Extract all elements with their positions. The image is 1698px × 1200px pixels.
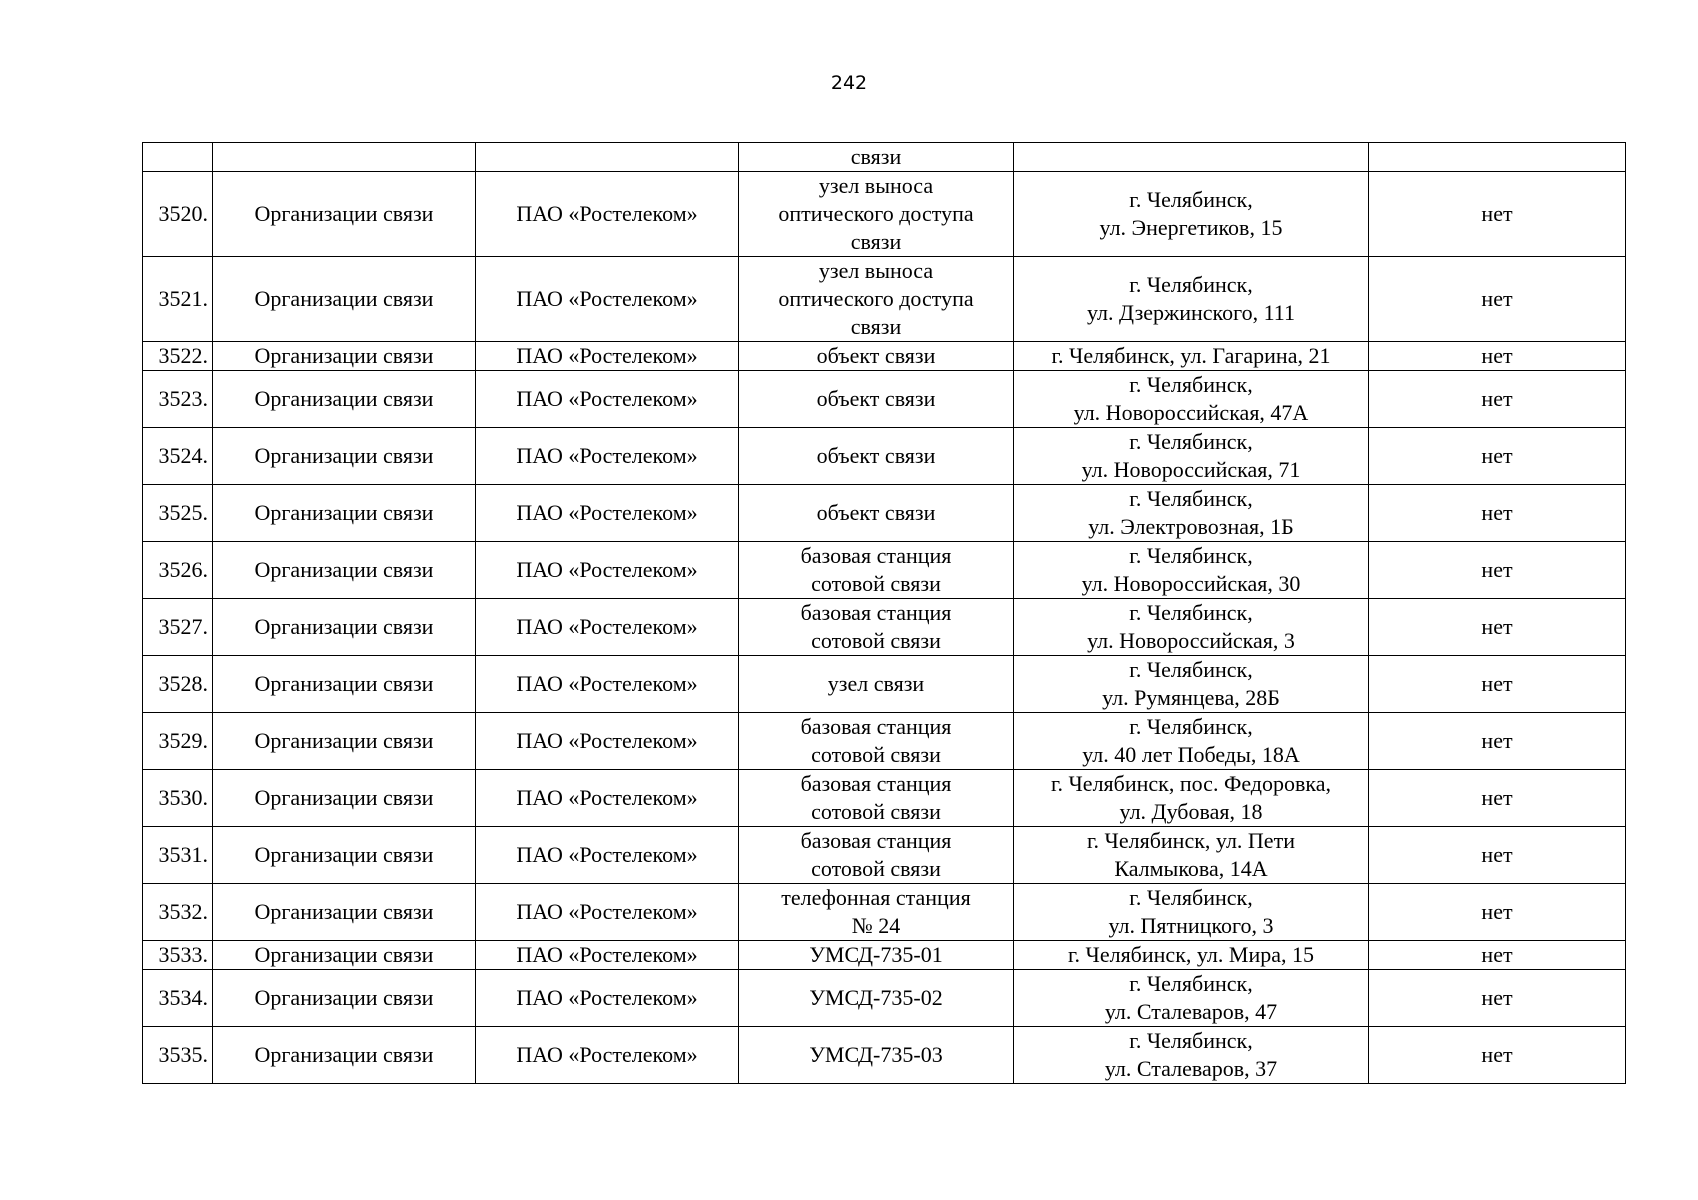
organization-cell: ПАО «Ростелеком» <box>476 827 739 884</box>
address-cell <box>1014 257 1369 342</box>
address-line: г. Челябинск, ул. Гагарина, 21 <box>1051 343 1331 368</box>
object-cell <box>739 599 1014 656</box>
address-cell <box>1014 428 1369 485</box>
address-cell <box>1014 941 1369 970</box>
organization-cell: ПАО «Ростелеком» <box>476 371 739 428</box>
organization-cell: ПАО «Ростелеком» <box>476 428 739 485</box>
row-number-cell: 3528. <box>143 656 213 713</box>
object-line: базовая станция <box>800 600 952 625</box>
object-cell <box>739 1027 1014 1084</box>
address-line: ул. 40 лет Победы, 18А <box>1082 742 1300 767</box>
address-line: ул. Новороссийская, 47А <box>1073 400 1309 425</box>
address-line: г. Челябинск, пос. Федоровка, <box>1050 771 1332 796</box>
category-cell: Организации связи <box>213 428 476 485</box>
address-line: ул. Сталеваров, 37 <box>1104 1056 1278 1081</box>
category-cell: Организации связи <box>213 827 476 884</box>
object-line: оптического доступа <box>778 201 974 226</box>
category-cell: Организации связи <box>213 970 476 1027</box>
carry-over-flag-cell <box>1369 143 1626 172</box>
object-line: сотовой связи <box>811 571 941 596</box>
address-line: г. Челябинск, <box>1129 885 1253 910</box>
object-line: УМСД-735-02 <box>809 985 943 1010</box>
address-line: г. Челябинск, <box>1129 272 1253 297</box>
address-cell <box>1014 172 1369 257</box>
row-number-cell: 3534. <box>143 970 213 1027</box>
category-cell: Организации связи <box>213 884 476 941</box>
row-number-cell: 3533. <box>143 941 213 970</box>
row-number-cell: 3532. <box>143 884 213 941</box>
table-row <box>143 485 1626 542</box>
row-number-cell: 3526. <box>143 542 213 599</box>
address-line: ул. Новороссийская, 71 <box>1081 457 1301 482</box>
row-number-cell: 3520. <box>143 172 213 257</box>
object-cell <box>739 656 1014 713</box>
address-line: ул. Сталеваров, 47 <box>1104 999 1278 1024</box>
flag-cell: нет <box>1369 770 1626 827</box>
address-line: г. Челябинск, <box>1129 486 1253 511</box>
object-line: сотовой связи <box>811 628 941 653</box>
category-cell: Организации связи <box>213 257 476 342</box>
flag-cell: нет <box>1369 1027 1626 1084</box>
address-cell <box>1014 342 1369 371</box>
object-cell <box>739 342 1014 371</box>
organization-cell: ПАО «Ростелеком» <box>476 941 739 970</box>
object-line: сотовой связи <box>811 742 941 767</box>
organization-cell: ПАО «Ростелеком» <box>476 257 739 342</box>
carry-over-object-cell: связи <box>739 143 1014 172</box>
flag-cell: нет <box>1369 884 1626 941</box>
organization-cell: ПАО «Ростелеком» <box>476 1027 739 1084</box>
table-row <box>143 1027 1626 1084</box>
object-cell <box>739 371 1014 428</box>
carry-over-organization-cell <box>476 143 739 172</box>
organization-cell: ПАО «Ростелеком» <box>476 485 739 542</box>
address-line: г. Челябинск, ул. Мира, 15 <box>1067 942 1314 967</box>
object-line: объект связи <box>816 443 936 468</box>
flag-cell: нет <box>1369 713 1626 770</box>
address-line: ул. Дубовая, 18 <box>1119 799 1263 824</box>
address-line: ул. Пятницкого, 3 <box>1108 913 1274 938</box>
object-cell <box>739 713 1014 770</box>
object-cell <box>739 428 1014 485</box>
flag-cell: нет <box>1369 172 1626 257</box>
object-line: объект связи <box>816 386 936 411</box>
table-row <box>143 257 1626 342</box>
table-row <box>143 970 1626 1027</box>
flag-cell: нет <box>1369 656 1626 713</box>
organization-cell: ПАО «Ростелеком» <box>476 656 739 713</box>
object-line: оптического доступа <box>778 286 974 311</box>
row-number-cell: 3535. <box>143 1027 213 1084</box>
address-cell <box>1014 770 1369 827</box>
row-number-cell: 3531. <box>143 827 213 884</box>
flag-cell: нет <box>1369 970 1626 1027</box>
address-cell <box>1014 884 1369 941</box>
object-line: объект связи <box>816 343 936 368</box>
address-line: г. Челябинск, <box>1129 714 1253 739</box>
address-cell <box>1014 371 1369 428</box>
address-line: г. Челябинск, <box>1129 543 1253 568</box>
address-line: г. Челябинск, <box>1129 600 1253 625</box>
object-line: узел связи <box>827 671 925 696</box>
flag-cell: нет <box>1369 342 1626 371</box>
object-cell <box>739 542 1014 599</box>
category-cell: Организации связи <box>213 713 476 770</box>
object-line: № 24 <box>851 913 901 938</box>
category-cell: Организации связи <box>213 599 476 656</box>
address-cell <box>1014 970 1369 1027</box>
object-line: базовая станция <box>800 771 952 796</box>
table-row <box>143 172 1626 257</box>
object-cell <box>739 257 1014 342</box>
organization-cell: ПАО «Ростелеком» <box>476 342 739 371</box>
address-line: г. Челябинск, <box>1129 657 1253 682</box>
address-cell <box>1014 656 1369 713</box>
address-cell <box>1014 599 1369 656</box>
object-line: сотовой связи <box>811 799 941 824</box>
object-cell <box>739 970 1014 1027</box>
row-number-cell: 3522. <box>143 342 213 371</box>
flag-cell: нет <box>1369 485 1626 542</box>
organization-cell: ПАО «Ростелеком» <box>476 172 739 257</box>
object-cell <box>739 172 1014 257</box>
address-cell <box>1014 485 1369 542</box>
object-line: связи <box>850 314 902 339</box>
address-cell <box>1014 1027 1369 1084</box>
table-row <box>143 656 1626 713</box>
flag-cell: нет <box>1369 428 1626 485</box>
object-line: узел выноса <box>818 258 934 283</box>
row-number-cell: 3525. <box>143 485 213 542</box>
table-row <box>143 599 1626 656</box>
object-cell <box>739 941 1014 970</box>
address-cell <box>1014 713 1369 770</box>
table-row <box>143 884 1626 941</box>
table-row <box>143 428 1626 485</box>
organization-cell: ПАО «Ростелеком» <box>476 970 739 1027</box>
carry-over-address-cell <box>1014 143 1369 172</box>
registry-table <box>142 142 1626 1084</box>
table-row <box>143 941 1626 970</box>
object-line: объект связи <box>816 500 936 525</box>
object-line: УМСД-735-01 <box>809 942 943 967</box>
address-cell <box>1014 542 1369 599</box>
object-cell <box>739 884 1014 941</box>
address-line: Калмыкова, 14А <box>1114 856 1268 881</box>
table-row <box>143 770 1626 827</box>
address-line: г. Челябинск, <box>1129 1028 1253 1053</box>
category-cell: Организации связи <box>213 656 476 713</box>
carry-over-row <box>143 143 1626 172</box>
table-row <box>143 342 1626 371</box>
row-number-cell: 3524. <box>143 428 213 485</box>
organization-cell: ПАО «Ростелеком» <box>476 713 739 770</box>
row-number-cell: 3527. <box>143 599 213 656</box>
object-line: узел выноса <box>818 173 934 198</box>
organization-cell: ПАО «Ростелеком» <box>476 884 739 941</box>
object-line: базовая станция <box>800 828 952 853</box>
address-line: г. Челябинск, <box>1129 971 1253 996</box>
address-line: ул. Новороссийская, 3 <box>1087 628 1295 653</box>
category-cell: Организации связи <box>213 485 476 542</box>
object-cell <box>739 485 1014 542</box>
category-cell: Организации связи <box>213 770 476 827</box>
category-cell: Организации связи <box>213 342 476 371</box>
address-line: г. Челябинск, <box>1129 372 1253 397</box>
row-number-cell: 3521. <box>143 257 213 342</box>
object-line: сотовой связи <box>811 856 941 881</box>
flag-cell: нет <box>1369 371 1626 428</box>
address-line: г. Челябинск, <box>1129 429 1253 454</box>
row-number-cell: 3529. <box>143 713 213 770</box>
organization-cell: ПАО «Ростелеком» <box>476 770 739 827</box>
registry-table-body <box>143 143 1626 1084</box>
flag-cell: нет <box>1369 257 1626 342</box>
flag-cell: нет <box>1369 827 1626 884</box>
address-line: ул. Дзержинского, 111 <box>1087 300 1295 325</box>
address-line: г. Челябинск, ул. Пети <box>1087 828 1295 853</box>
table-row <box>143 827 1626 884</box>
table-row <box>143 542 1626 599</box>
organization-cell: ПАО «Ростелеком» <box>476 599 739 656</box>
category-cell: Организации связи <box>213 1027 476 1084</box>
object-line: УМСД-735-03 <box>809 1042 943 1067</box>
carry-over-num-cell <box>143 143 213 172</box>
address-line: ул. Румянцева, 28Б <box>1102 685 1280 710</box>
object-line: базовая станция <box>800 543 952 568</box>
object-line: базовая станция <box>800 714 952 739</box>
address-cell <box>1014 827 1369 884</box>
address-line: г. Челябинск, <box>1129 187 1253 212</box>
object-line: связи <box>850 229 902 254</box>
table-row <box>143 371 1626 428</box>
address-line: ул. Энергетиков, 15 <box>1099 215 1283 240</box>
address-line: ул. Электровозная, 1Б <box>1088 514 1294 539</box>
flag-cell: нет <box>1369 941 1626 970</box>
flag-cell: нет <box>1369 599 1626 656</box>
carry-over-category-cell <box>213 143 476 172</box>
category-cell: Организации связи <box>213 941 476 970</box>
category-cell: Организации связи <box>213 542 476 599</box>
category-cell: Организации связи <box>213 371 476 428</box>
object-cell <box>739 770 1014 827</box>
organization-cell: ПАО «Ростелеком» <box>476 542 739 599</box>
page-number: 242 <box>830 72 868 94</box>
category-cell: Организации связи <box>213 172 476 257</box>
object-line: телефонная станция <box>781 885 971 910</box>
address-line: ул. Новороссийская, 30 <box>1081 571 1301 596</box>
flag-cell: нет <box>1369 542 1626 599</box>
table-row <box>143 713 1626 770</box>
row-number-cell: 3530. <box>143 770 213 827</box>
row-number-cell: 3523. <box>143 371 213 428</box>
object-cell <box>739 827 1014 884</box>
